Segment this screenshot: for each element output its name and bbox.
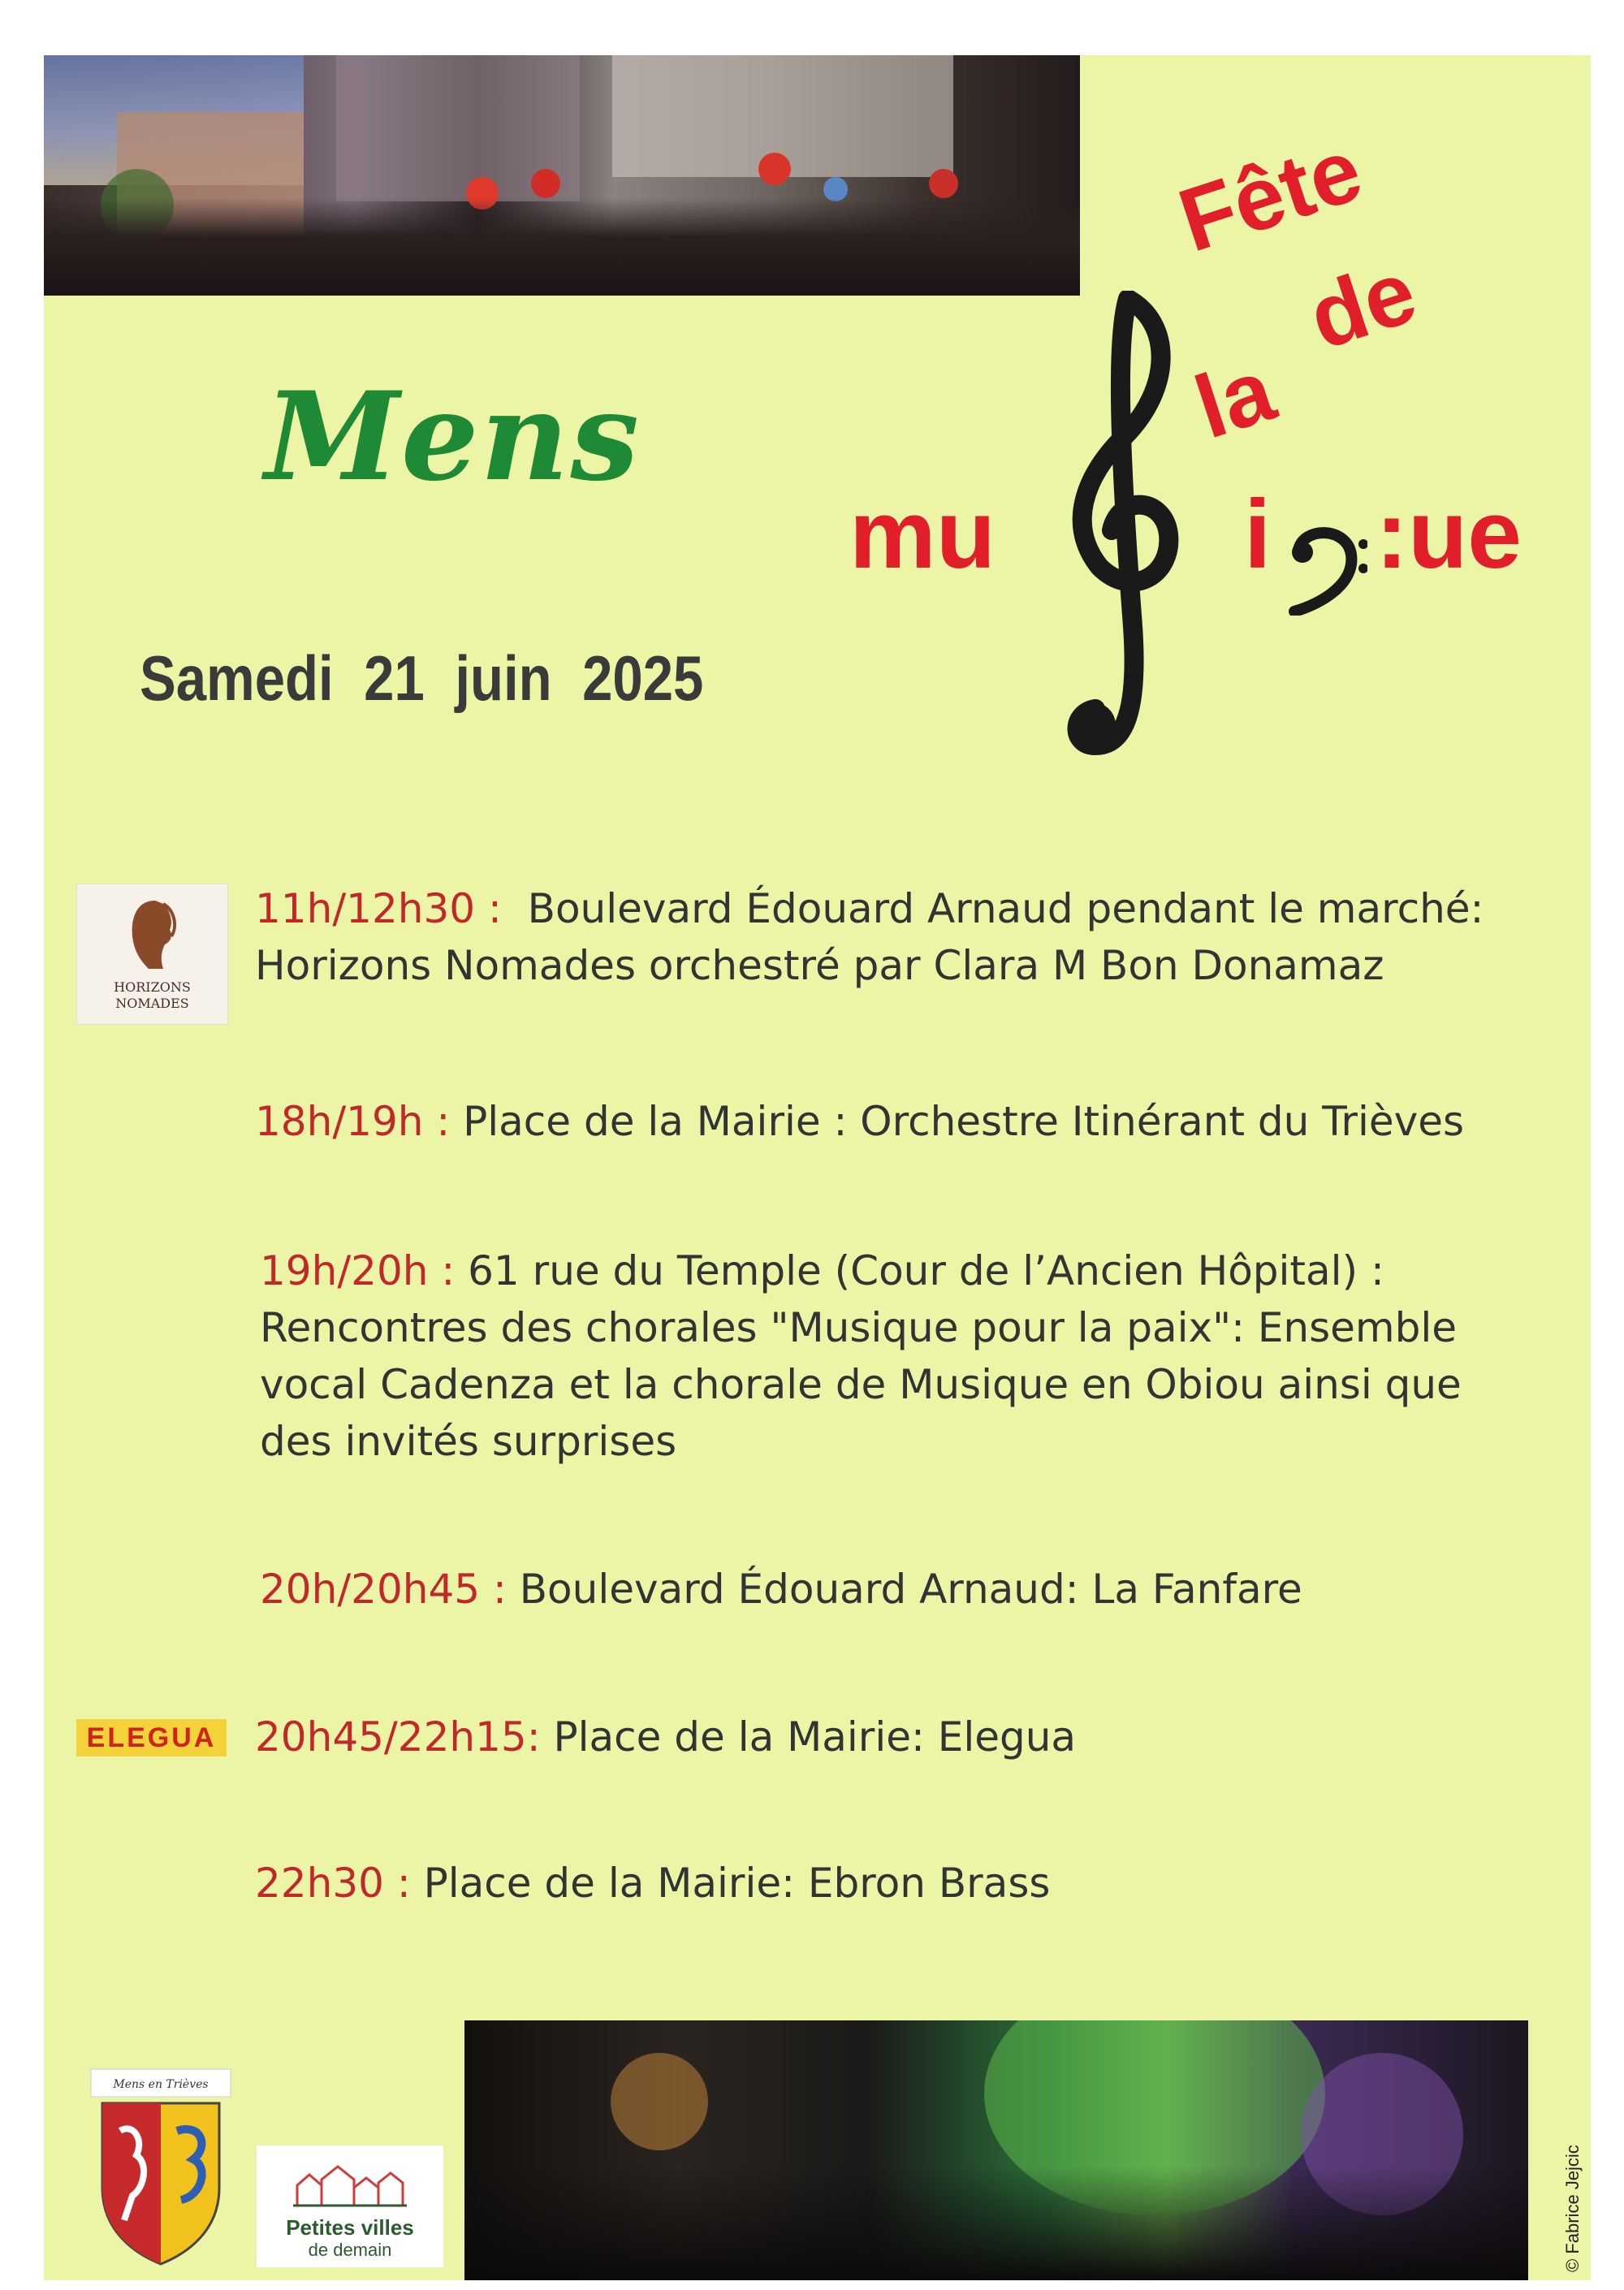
houses-icon xyxy=(289,2157,411,2214)
petites-villes-line: Petites villes xyxy=(286,2215,414,2240)
concert-photo xyxy=(464,2020,1528,2280)
town-title: Mens xyxy=(265,365,641,508)
petites-villes-de-demain-logo xyxy=(257,2145,443,2267)
entry-line: Boulevard Édouard Arnaud pendant le marché: xyxy=(527,885,1484,932)
entry-time: 20h45/22h15: xyxy=(255,1713,541,1761)
schedule-entry-1 xyxy=(255,880,1484,994)
street-crowd-photo xyxy=(44,55,1080,296)
schedule-entry-4 xyxy=(260,1561,1302,1618)
de-word: de xyxy=(1297,241,1427,369)
entry-time: 18h/19h : xyxy=(255,1098,451,1145)
fete-word: Fête xyxy=(1167,119,1373,271)
entry-time: 19h/20h : xyxy=(260,1247,456,1294)
entry-line: Boulevard Édouard Arnaud: La Fanfare xyxy=(519,1566,1302,1613)
entry-line: 61 rue du Temple (Cour de l’Ancien Hôpital) : xyxy=(468,1247,1384,1294)
mu-word: mu xyxy=(849,480,996,589)
photo-credit: © Fabrice Jejcic xyxy=(1562,2145,1583,2272)
ue-word: :ue xyxy=(1376,480,1522,589)
entry-time: 11h/12h30 : xyxy=(255,885,502,932)
schedule-entry-5 xyxy=(255,1709,1076,1765)
schedule-entry-2 xyxy=(255,1093,1464,1150)
mens-en-trieves-label: Mens en Trièves xyxy=(113,2078,209,2091)
entry-line: Horizons Nomades orchestré par Clara M Bon Donamaz xyxy=(255,942,1384,989)
poster xyxy=(44,55,1591,2280)
horizons-nomades-logo xyxy=(76,884,228,1025)
i-letter: i xyxy=(1244,480,1272,589)
elegua-logo: ELEGUA xyxy=(76,1719,227,1756)
treble-clef-icon xyxy=(1051,291,1197,762)
entry-line: vocal Cadenza et la chorale de Musique en Obiou ainsi que xyxy=(260,1361,1462,1408)
entry-time: 20h/20h45 : xyxy=(260,1566,507,1613)
nomades-line: NOMADES xyxy=(115,996,189,1011)
entry-line: Rencontres des chorales "Musique pour la paix": Ensemble xyxy=(260,1304,1458,1351)
horizons-line: HORIZONS xyxy=(114,979,191,995)
entry-line: des invités surprises xyxy=(260,1418,677,1465)
bass-clef-icon xyxy=(1286,526,1367,616)
entry-line: Place de la Mairie: Elegua xyxy=(553,1713,1077,1761)
de-demain-line: de demain xyxy=(308,2240,392,2260)
la-word: la xyxy=(1183,339,1286,458)
head-silhouette-icon xyxy=(124,894,181,975)
schedule-entry-6 xyxy=(255,1855,1050,1912)
entry-line: Place de la Mairie : Orchestre Itinérant du Trièves xyxy=(463,1098,1465,1145)
mens-en-trieves-coat-of-arms xyxy=(88,2066,234,2269)
schedule-entry-3 xyxy=(260,1242,1462,1470)
entry-time: 22h30 : xyxy=(255,1860,411,1907)
event-date: Samedi 21 juin 2025 xyxy=(140,642,704,714)
entry-line: Place de la Mairie: Ebron Brass xyxy=(423,1860,1051,1907)
